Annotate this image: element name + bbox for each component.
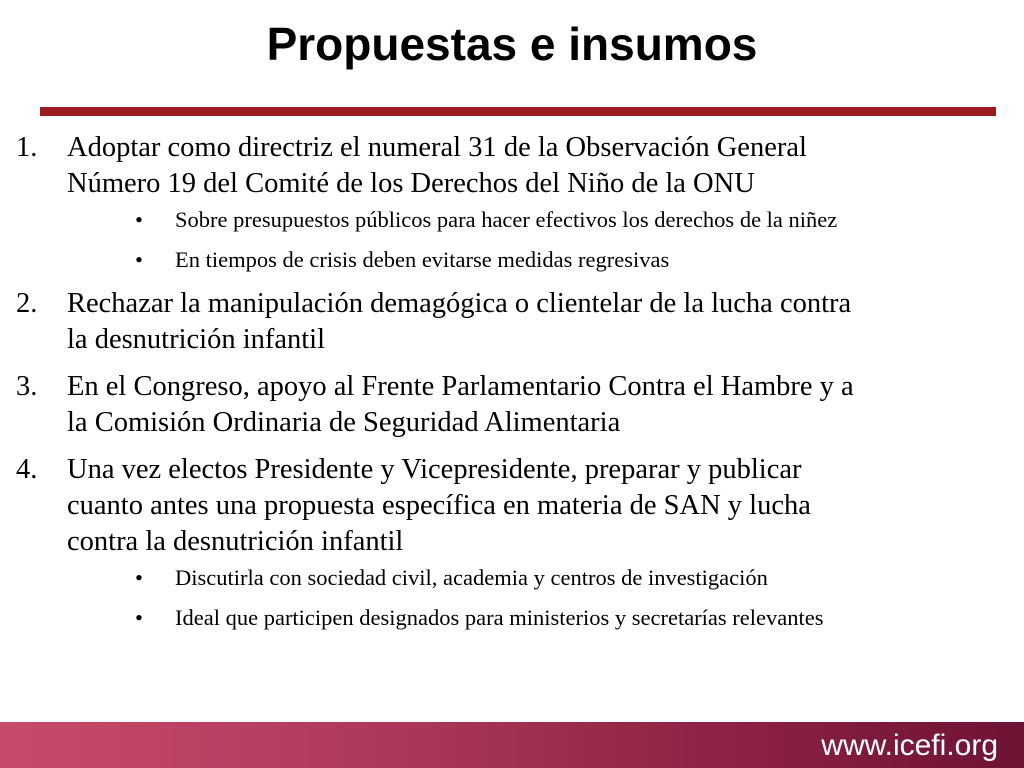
list-item-4 (0, 452, 1024, 632)
item-number: 1. (16, 132, 38, 163)
slide-body (0, 130, 1024, 644)
item-text-line: Rechazar la manipulación demagógica o clientelar de la lucha contra (67, 288, 852, 319)
item-text-line: la Comisión Ordinaria de Seguridad Alimentaria (67, 407, 621, 438)
footer-bar (0, 722, 1024, 768)
sub-bullet-list (67, 564, 1024, 632)
item-text-line: En el Congreso, apoyo al Frente Parlamentario Contra el Hambre y a (67, 371, 854, 402)
item-text-line: la desnutrición infantil (67, 324, 326, 355)
sub-bullet-list (67, 206, 1024, 274)
sub-bullet (67, 206, 1024, 234)
list-item-2 (0, 286, 1024, 358)
bullet-icon: • (135, 207, 143, 232)
list-item-3 (0, 369, 1024, 441)
slide-title: Propuestas e insumos (266, 18, 758, 70)
sub-bullet (67, 246, 1024, 274)
item-text-line: Una vez electos Presidente y Vicepresidente, preparar y publicar (67, 454, 802, 485)
bullet-icon: • (135, 605, 143, 630)
title-divider (40, 107, 996, 116)
bullet-icon: • (135, 247, 143, 272)
bullet-icon: • (135, 565, 143, 590)
item-text-line: cuanto antes una propuesta específica en materia de SAN y lucha (67, 490, 811, 521)
item-text-line: Adoptar como directriz el numeral 31 de la Observación General (67, 132, 807, 163)
sub-bullet (67, 604, 1024, 632)
item-number: 3. (16, 371, 38, 402)
sub-bullet-text: Discutirla con sociedad civil, academia y centros de investigación (175, 565, 768, 590)
sub-bullet-text: En tiempos de crisis deben evitarse medidas regresivas (175, 247, 670, 272)
item-text-line: contra la desnutrición infantil (67, 526, 404, 557)
item-text-line: Número 19 del Comité de los Derechos del Niño de la ONU (67, 168, 755, 199)
sub-bullet (67, 564, 1024, 592)
list-item-1 (0, 130, 1024, 274)
item-number: 2. (16, 288, 38, 319)
sub-bullet-text: Ideal que participen designados para ministerios y secretarías relevantes (175, 605, 824, 630)
footer-url[interactable]: www.icefi.org (821, 729, 998, 762)
item-number: 4. (16, 454, 38, 485)
sub-bullet-text: Sobre presupuestos públicos para hacer efectivos los derechos de la niñez (175, 207, 838, 232)
